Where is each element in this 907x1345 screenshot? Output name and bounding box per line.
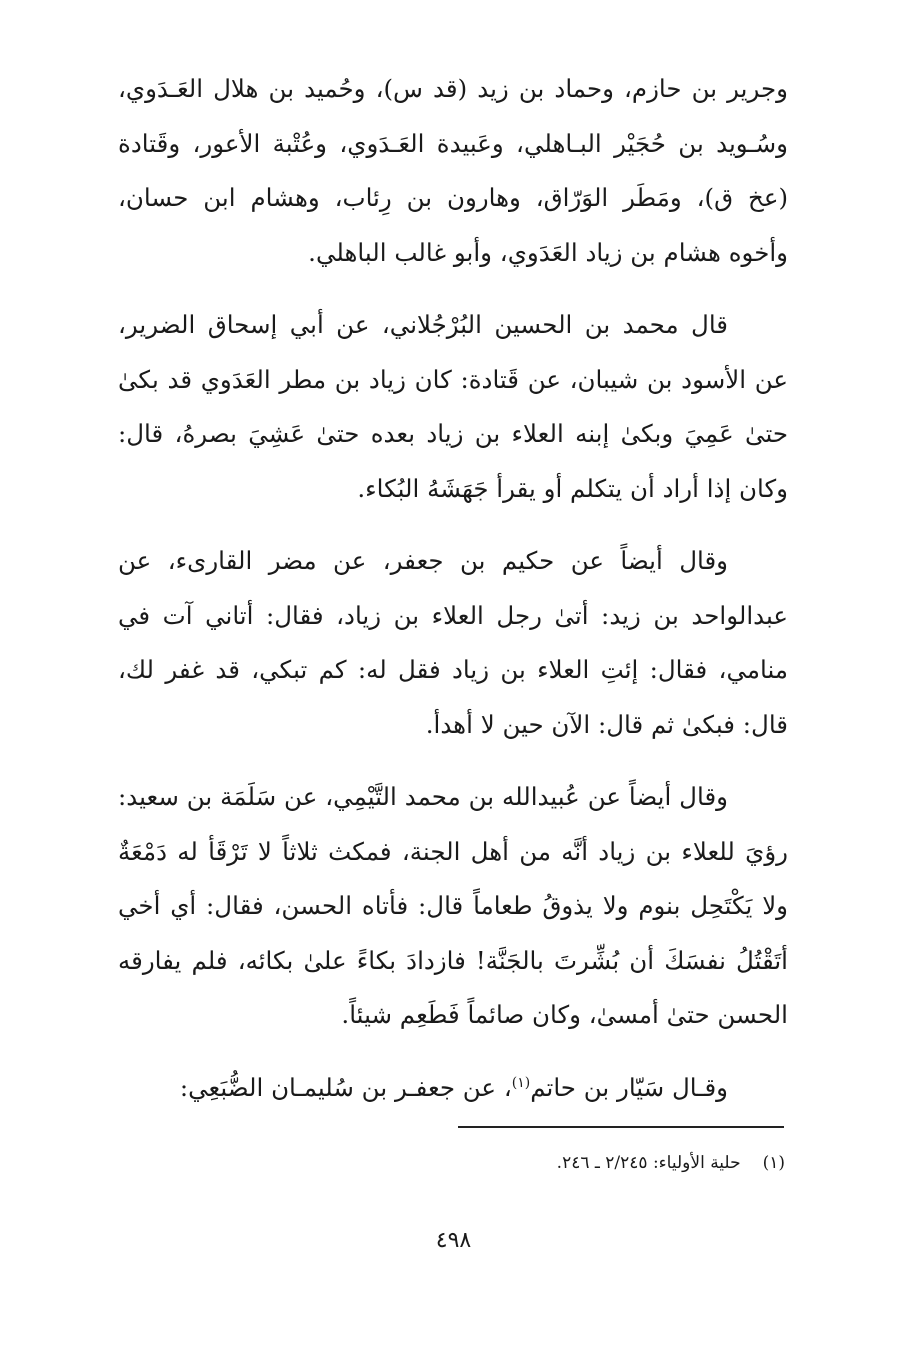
paragraph-sayyar-text-before: وقـال سَيّار بن حاتم	[530, 1072, 728, 1102]
paragraph-sayyar-text-after: ، عن جعفـر بن سُليمـان الضُّبَعِي:	[179, 1072, 512, 1102]
paragraph-sayyar-report	[118, 1061, 788, 1116]
footnote-text: حلية الأولياء: ٢/٢٤٥ ـ ٢٤٦.	[556, 1153, 741, 1173]
page-number: ٤٩٨	[435, 1228, 472, 1253]
paragraph-qatada-report: قال محمد بن الحسين البُرْجُلاني، عن أبي إسحاق الضرير، عن الأسود بن شيبان، عن قَتادة: كان زياد بن مطر العَدَوي قد بكىٰ حتىٰ عَمِيَ وبكىٰ إبنه العلاء بن زياد بعده حتىٰ عَشِيَ بصرهُ، قال: وكان إذا أراد أن يتكلم أو يقرأ جَهَشَهُ البُكاء.	[118, 310, 788, 503]
footnote-reference-marker[interactable]: (١)	[511, 1074, 531, 1091]
paragraph-narrators-list: وجرير بن حازم، وحماد بن زيد (قد س)، وحُميد بن هلال العَـدَوي، وسُـويد بن حُجَيْر البـاهلي، وعَبيدة العَـدَوي، وعُتْبة الأعور، وقَتادة (عخ ق)، ومَطَر الوَرّاق، وهارون بن رِئاب، وهشام ابن حسان، وأخوه هشام بن زياد العَدَوي، وأبو غالب الباهلي.	[118, 74, 788, 267]
footnote	[125, 1150, 785, 1176]
footnote-number: (١)	[762, 1153, 785, 1173]
footnote-divider	[458, 1126, 784, 1128]
page-body	[118, 62, 788, 1133]
paragraph-salama-report: وقال أيضاً عن عُبيدالله بن محمد التَّيْمِي، عن سَلَمَة بن سعيد: رؤيَ للعلاء بن زياد أنَّه من أهل الجنة، فمكث ثلاثاً لا تَرْقَأ له دَمْعَةٌ ولا يَكْتَحِل بنوم ولا يذوقُ طعاماً قال: فأتاه الحسن، فقال: أي أخي أتَقْتُلُ نفسَكَ أن بُشِّرتَ بالجَنَّة! فازدادَ بكاءً علىٰ بكائه، فلم يفارقه الحسن حتىٰ أمسىٰ، وكان صائماً فَطَعِم شيئاً.	[118, 782, 788, 1029]
paragraph-dream-report: وقال أيضاً عن حكيم بن جعفر، عن مضر القارىء، عن عبدالواحد بن زيد: أتىٰ رجل العلاء بن زياد، فقال: أتاني آت في منامي، فقال: إئتِ العلاء بن زياد فقل له: كم تبكي، قد غفر لك، قال: فبكىٰ ثم قال: الآن حين لا أهدأ.	[118, 546, 788, 739]
